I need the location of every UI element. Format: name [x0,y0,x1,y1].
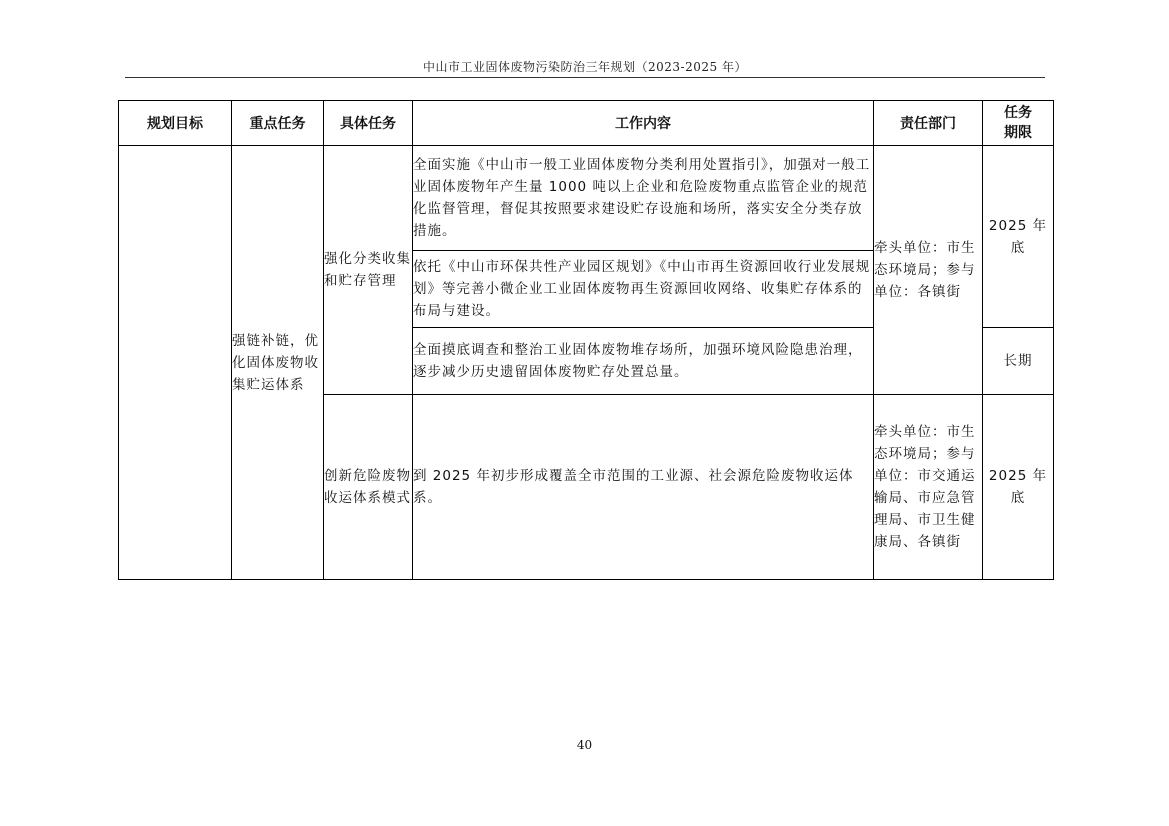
task-1-name: 强化分类收集和贮存管理 [324,146,413,395]
column-header-period-line2: 期限 [1004,125,1032,141]
task-1-content-3: 全面摸底调查和整治工业固体废物堆存场所，加强环境风险隐患治理，逐步减少历史遗留固体废物贮存处置总量。 [413,328,874,395]
task-2-content: 到 2025 年初步形成覆盖全市范围的工业源、社会源危险废物收运体系。 [413,395,874,580]
column-header-key-task: 重点任务 [232,101,324,146]
plan-table [118,100,1054,580]
column-header-content: 工作内容 [413,101,874,146]
task-1-department: 牵头单位：市生态环境局；参与单位：各镇街 [874,146,983,395]
column-header-period [983,101,1054,146]
page-number: 40 [576,738,593,752]
table-header-row [119,101,1054,146]
column-header-goal: 规划目标 [119,101,232,146]
task-2-department: 牵头单位：市生态环境局；参与单位：市交通运输局、市应急管理局、市卫生健康局、各镇街 [874,395,983,580]
task-1-content-2: 依托《中山市环保共性产业园区规划》《中山市再生资源回收行业发展规划》等完善小微企业工业固体废物再生资源回收网络、收集贮存体系的布局与建设。 [413,251,874,328]
task-1-content-1: 全面实施《中山市一般工业固体废物分类利用处置指引》，加强对一般工业固体废物年产生量 1000 吨以上企业和危险废物重点监管企业的规范化监督管理，督促其按照要求建设贮存设施和场所，落实安全分类存放措施。 [413,146,874,251]
task-2-period: 2025 年底 [983,395,1054,580]
table-row [119,146,1054,251]
task-2-name: 创新危险废物收运体系模式 [324,395,413,580]
goal-cell [119,146,232,580]
task-1-period-1: 2025 年底 [983,146,1054,328]
column-header-department: 责任部门 [874,101,983,146]
column-header-specific-task: 具体任务 [324,101,413,146]
header-divider [125,77,1045,78]
page-header-title: 中山市工业固体废物污染防治三年规划（2023-2025 年） [423,60,747,74]
column-header-period-line1: 任务 [1004,105,1032,121]
key-task-cell: 强链补链，优化固体废物收集贮运体系 [232,146,324,580]
task-1-period-2: 长期 [983,328,1054,395]
